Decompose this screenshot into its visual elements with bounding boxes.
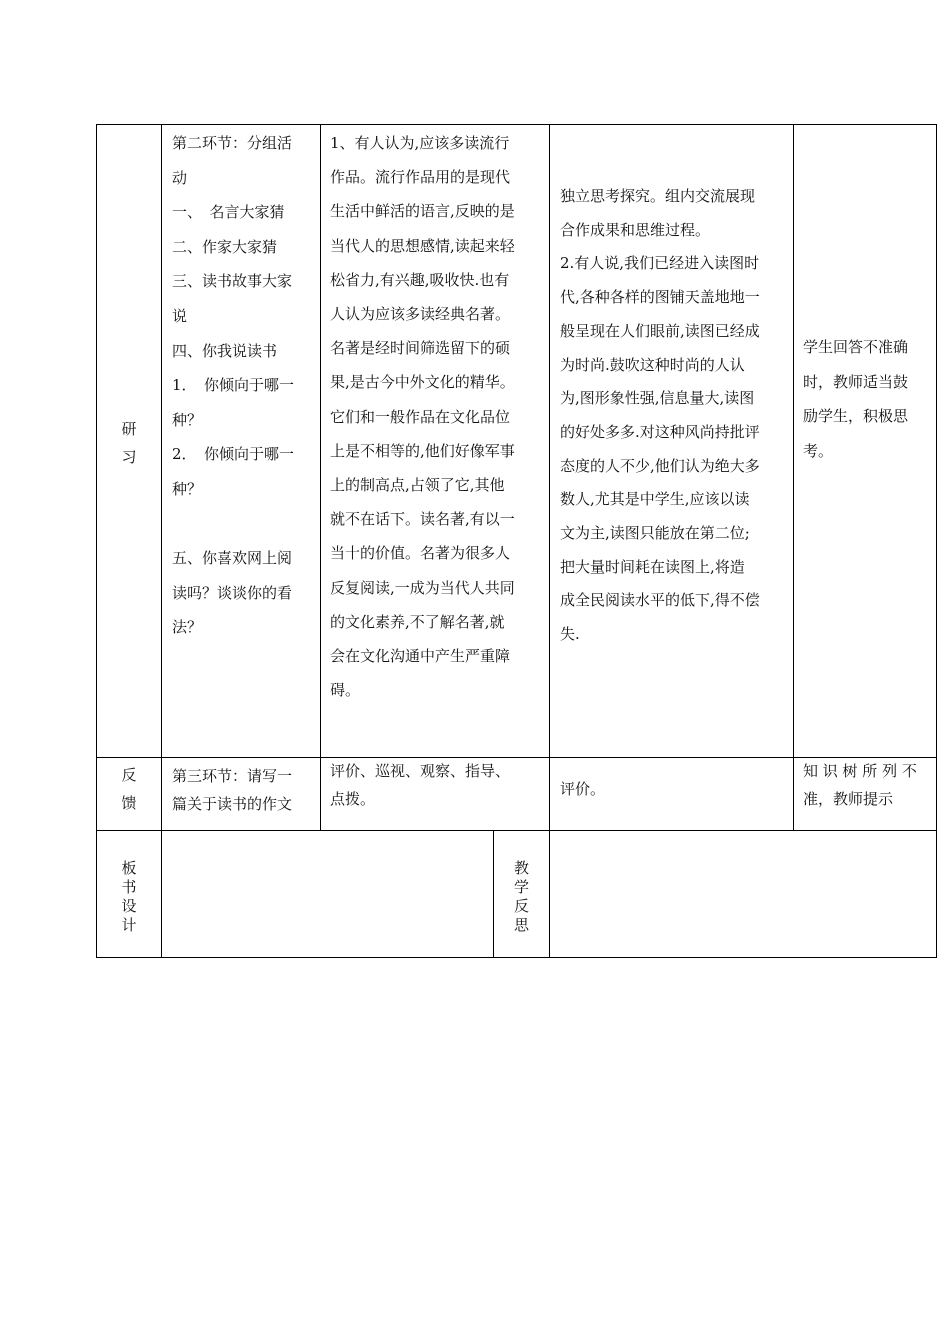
- research-teacher-line: 人认为应该多读经典名著。: [330, 305, 511, 324]
- research-teacher-line: 它们和一般作品在文化品位: [330, 407, 511, 426]
- research-student-line: 文为主,读图只能放在第二位;: [560, 524, 750, 543]
- table-border-bottom: [96, 957, 937, 958]
- research-activity-line: 五、你喜欢网上阅: [172, 549, 293, 568]
- feedback-activity-cell: [172, 762, 318, 818]
- feedback-student-line: 评价。: [560, 780, 606, 798]
- research-activity-line: 动: [172, 168, 188, 187]
- research-teacher-line: 上的制高点,占领了它,其他: [330, 476, 505, 495]
- research-student-line: 2.有人说,我们已经进入读图时: [560, 254, 760, 273]
- research-intent-line: 时，教师适当鼓: [803, 372, 909, 391]
- research-student-line: 态度的人不少,他们认为绝大多: [560, 456, 760, 475]
- row-label-research-top: 研: [121, 420, 137, 438]
- research-teacher-line: 名著是经时间筛选留下的硕: [330, 339, 511, 358]
- research-activity-line: 2． 你倾向于哪一: [172, 445, 295, 464]
- research-student-line: 为,图形象性强,信息量大,读图: [560, 389, 755, 408]
- table-col-divider-4: [793, 124, 794, 831]
- row-label-feedback-bottom: 馈: [121, 794, 137, 812]
- research-activity-line: 种？: [172, 479, 203, 498]
- board-design-char: 计: [121, 916, 137, 934]
- teaching-reflection-label: [494, 859, 549, 935]
- feedback-teacher-line: 评价、巡视、观察、指导、: [330, 762, 511, 780]
- row-label-feedback: [97, 763, 161, 815]
- research-teacher-line: 松省力,有兴趣,吸收快.也有: [330, 270, 510, 289]
- feedback-activity-line: 第三环节：请写一: [172, 767, 293, 785]
- board-design-label: [97, 859, 161, 935]
- research-teacher-line: 当代人的思想感情,读起来轻: [330, 236, 515, 255]
- research-teacher-line: 会在文化沟通中产生严重障: [330, 647, 511, 666]
- research-teacher-line: 果,是古今中外文化的精华。: [330, 373, 515, 392]
- table-border-left: [96, 124, 97, 958]
- research-teacher-cell: [330, 126, 548, 707]
- feedback-teacher-cell: [330, 757, 548, 813]
- research-teacher-line: 反复阅读,一成为当代人共同: [330, 578, 515, 597]
- research-student-line: 失.: [560, 625, 580, 644]
- table-col-divider-3: [549, 124, 550, 958]
- research-student-line: 的好处多多.对这种风尚持批评: [560, 422, 760, 441]
- research-student-cell: [560, 180, 792, 652]
- research-intent-cell: [803, 330, 935, 468]
- feedback-intent-cell: [803, 757, 935, 813]
- research-teacher-line: 就不在话下。读名著,有以一: [330, 510, 515, 529]
- research-activity-line: 读吗？谈谈你的看: [172, 583, 293, 602]
- feedback-teacher-line: 点拨。: [330, 790, 376, 808]
- teaching-reflection-char: 思: [513, 916, 529, 934]
- research-activity-line: 第二环节：分组活: [172, 134, 293, 152]
- research-activity-line: [172, 507, 318, 542]
- research-activity-line: 三、读书故事大家: [172, 272, 293, 291]
- research-student-line: 合作成果和思维过程。: [560, 220, 711, 239]
- research-activity-line: 1． 你倾向于哪一: [172, 376, 295, 395]
- research-teacher-line: 生活中鲜活的语言,反映的是: [330, 202, 515, 221]
- research-teacher-line: 作品。流行作品用的是现代: [330, 168, 511, 187]
- research-student-line: 代,各种各样的图铺天盖地地一: [560, 288, 760, 307]
- research-activity-line: 二、作家大家猜: [172, 237, 278, 256]
- table-border-right: [936, 124, 937, 958]
- research-activity-cell: [172, 126, 318, 645]
- teaching-reflection-char: 学: [513, 878, 529, 896]
- board-design-char: 板: [121, 859, 137, 877]
- teaching-reflection-char: 反: [513, 897, 529, 915]
- research-student-line: 为时尚.鼓吹这种时尚的人认: [560, 355, 745, 374]
- feedback-student-cell: [560, 775, 792, 803]
- feedback-intent-line: 知 识 树 所 列 不: [803, 762, 917, 780]
- table-border-top: [96, 124, 937, 125]
- research-teacher-line: 碍。: [330, 681, 361, 700]
- research-teacher-line: 上是不相等的,他们好像军事: [330, 441, 515, 460]
- research-activity-line: 说: [172, 306, 188, 325]
- research-teacher-line: 的文化素养,不了解名著,就: [330, 612, 505, 631]
- table-row-divider-2: [96, 830, 937, 831]
- feedback-activity-line: 篇关于读书的作文: [172, 795, 293, 813]
- research-student-line: 数人,尤其是中学生,应该以读: [560, 490, 750, 509]
- row-label-research-bottom: 习: [121, 448, 137, 466]
- research-activity-line: 法？: [172, 618, 203, 637]
- research-activity-line: 种？: [172, 410, 203, 429]
- research-intent-line: 考。: [803, 441, 834, 460]
- research-activity-line: 一、 名言大家猜: [172, 203, 285, 222]
- research-intent-line: 励学生，积极思: [803, 407, 909, 426]
- table-col-divider-2: [320, 124, 321, 831]
- research-activity-line: 四、你我说读书: [172, 341, 278, 360]
- table-col-divider-1: [161, 124, 162, 958]
- research-student-line: 独立思考探究。组内交流展现: [560, 187, 756, 205]
- feedback-intent-line: 准，教师提示: [803, 790, 894, 808]
- research-teacher-line: 当十的价值。名著为很多人: [330, 544, 511, 563]
- research-student-line: 把大量时间耗在读图上,将造: [560, 557, 745, 576]
- research-intent-line: 学生回答不准确: [803, 338, 909, 356]
- teaching-reflection-char: 教: [513, 859, 529, 877]
- board-design-char: 设: [121, 897, 137, 915]
- research-teacher-line: 1、有人认为,应该多读流行: [330, 134, 510, 152]
- row-label-feedback-top: 反: [121, 766, 137, 784]
- research-student-line: 成全民阅读水平的低下,得不偿: [560, 591, 760, 610]
- research-student-line: 般呈现在人们眼前,读图已经成: [560, 321, 760, 340]
- row-label-research: [97, 417, 161, 469]
- board-design-char: 书: [121, 878, 137, 896]
